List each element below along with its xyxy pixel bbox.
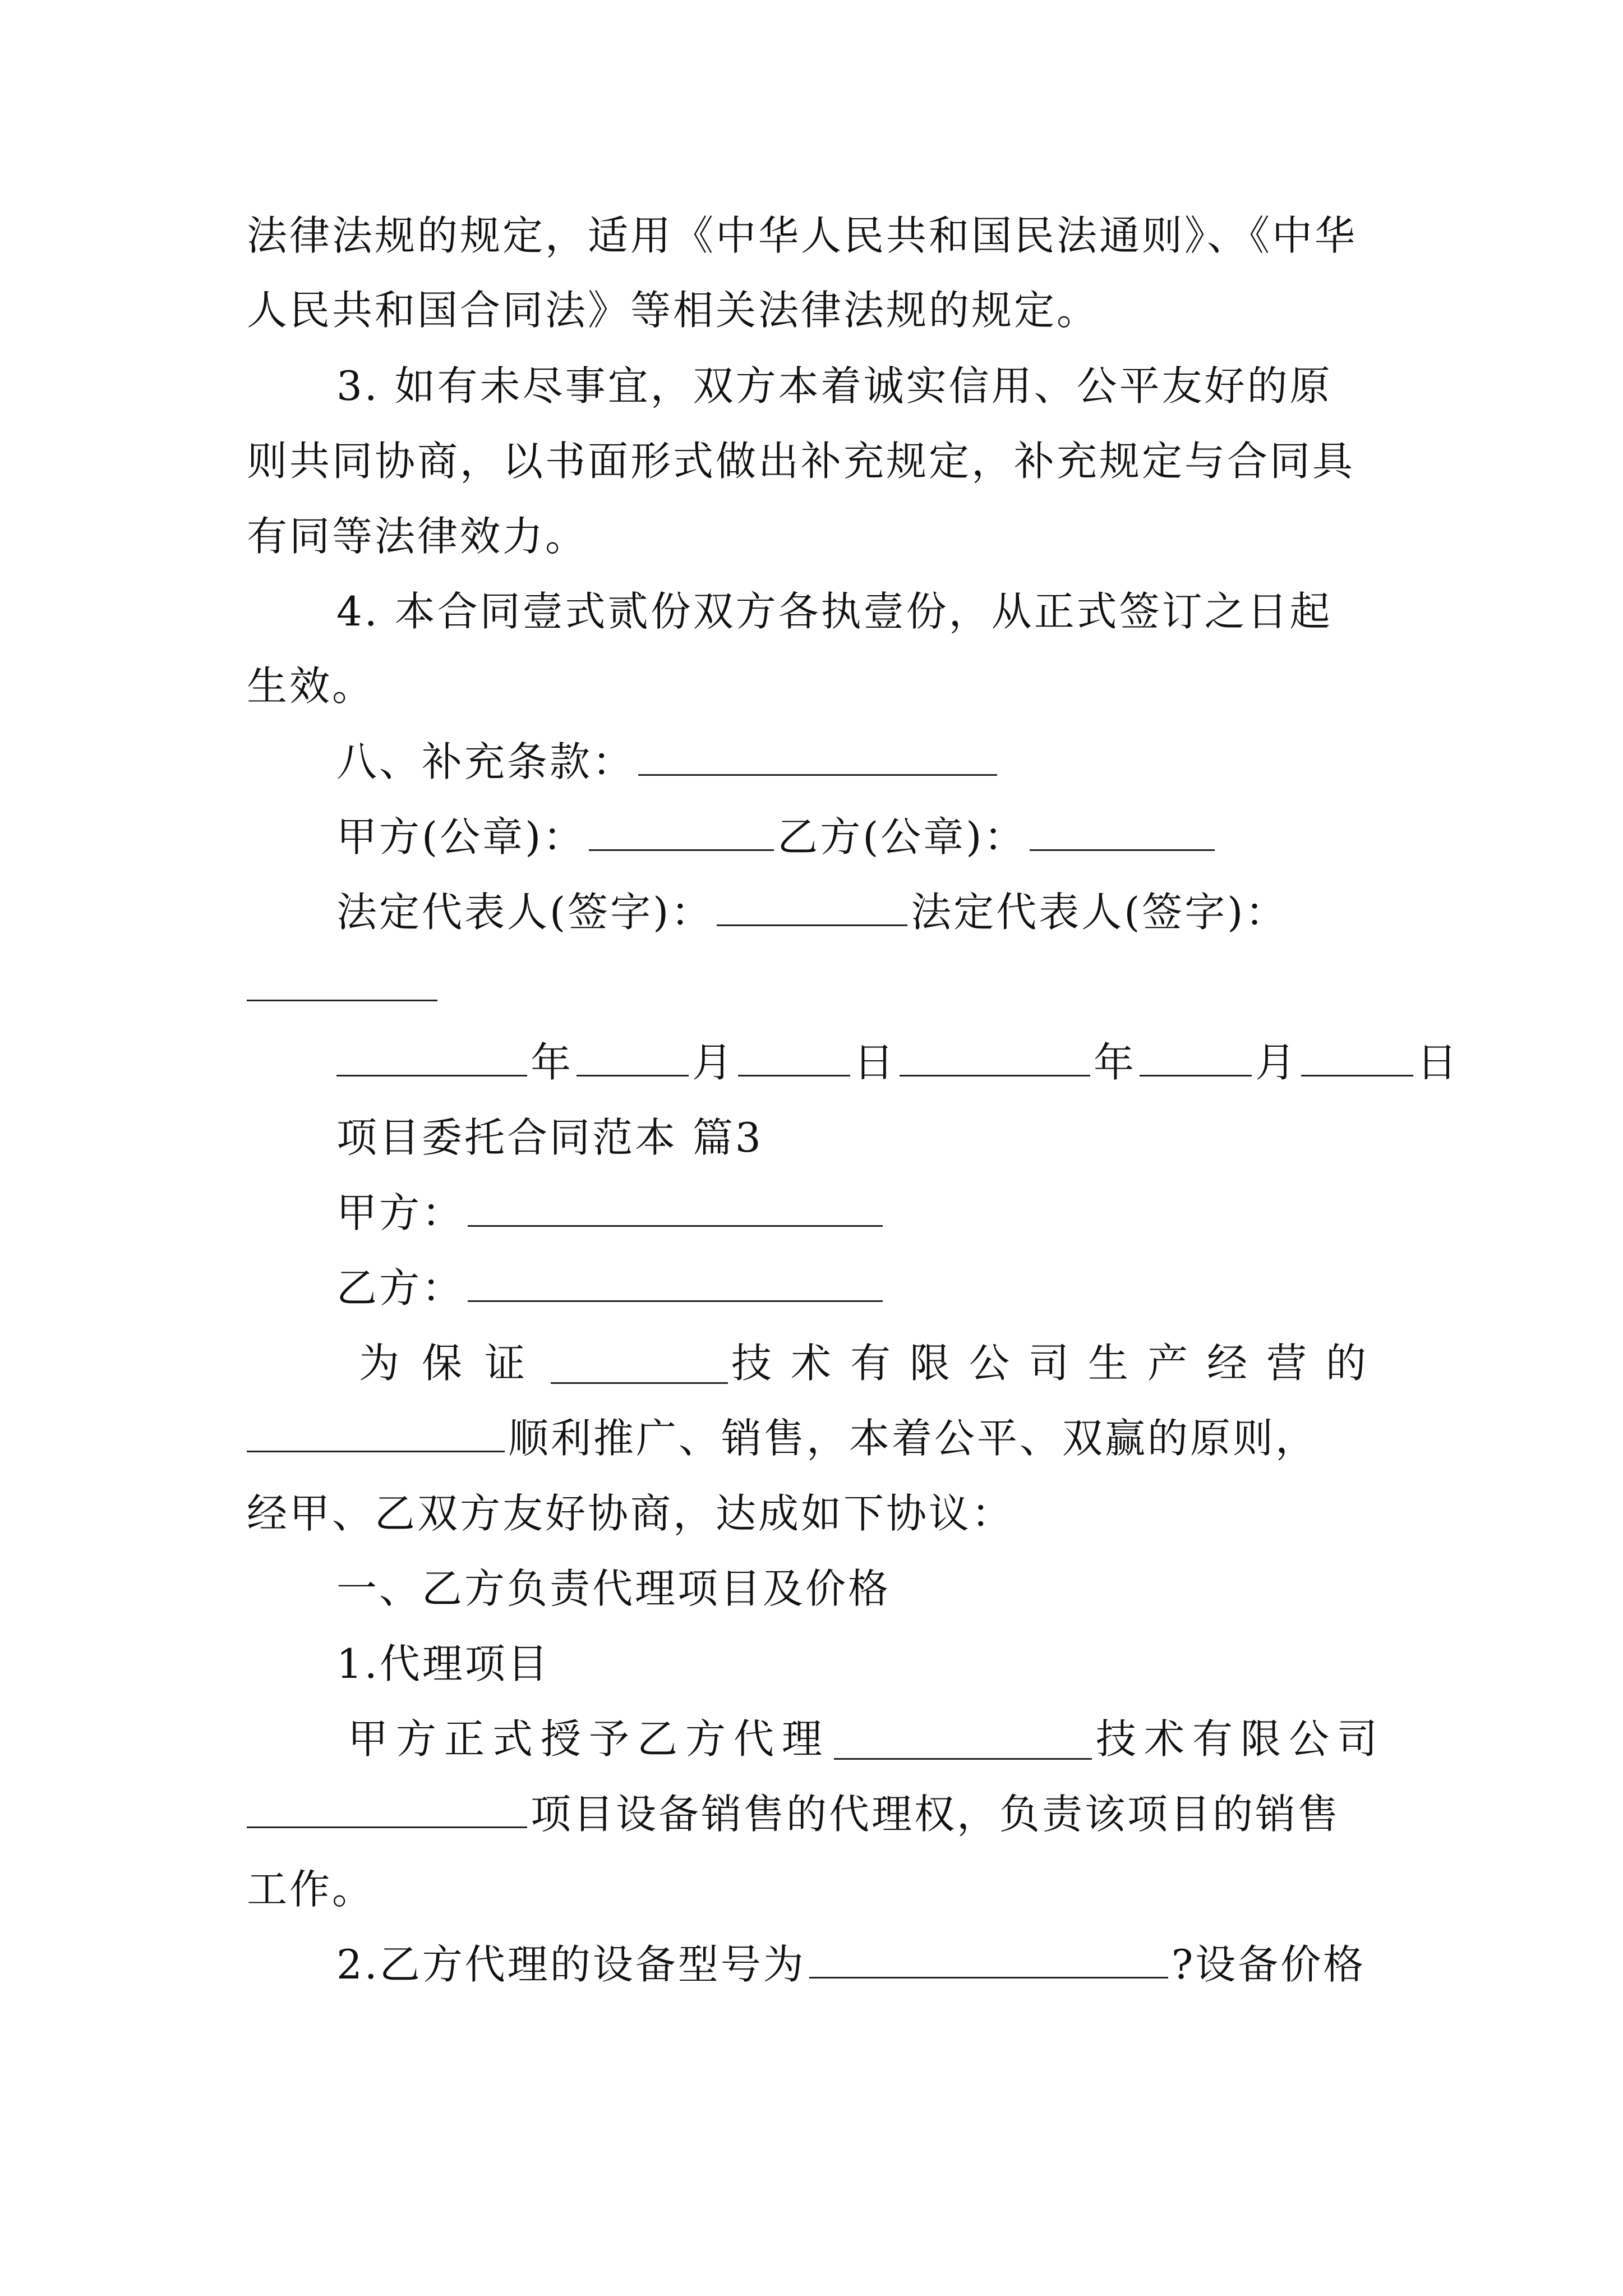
party-a-line (336, 1179, 1385, 1246)
party-a-label: 甲方： (336, 1189, 465, 1236)
date-month-label: 月 (692, 1039, 735, 1086)
date-month-label: 月 (1255, 1039, 1298, 1086)
agency-text-c: 项目设备销售的代理权，负责该项目的销售 (531, 1791, 1341, 1838)
text-line: 则共同协商，以书面形式做出补充规定，补充规定与合同具 (247, 438, 1355, 485)
purpose-text-c: 顺利推广、销售，本着公平、双赢的原则， (508, 1415, 1318, 1462)
supplementary-terms-blank (638, 735, 997, 776)
text-line: 3. 如有未尽事宜，双方本着诚实信用、公平友好的原 (336, 362, 1332, 409)
date-day-blank (738, 1036, 850, 1076)
agency-line (348, 1705, 1385, 1773)
agency-text-b: 技术有限公司 (1095, 1715, 1385, 1763)
date-year-blank (336, 1036, 527, 1076)
party-b-representative-blank (247, 960, 437, 1001)
date-year-label: 年 (531, 1039, 574, 1086)
party-b-line (336, 1254, 1385, 1322)
date-month-blank (577, 1036, 689, 1076)
text-line: 4. 本合同壹式贰份双方各执壹份，从正式签订之日起 (336, 588, 1332, 635)
date-line (336, 1029, 1460, 1096)
text-line: 有同等法律效力。 (247, 513, 588, 560)
model-blank (809, 1938, 1168, 1978)
purpose-line-2 (247, 1405, 1385, 1472)
clause-subheading: 1.代理项目 (336, 1640, 550, 1687)
party-a-representative-blank (717, 885, 907, 926)
text-line: 生效。 (247, 662, 375, 710)
supplementary-terms-label: 八、补充条款： (336, 738, 635, 785)
party-b-seal-label: 乙方(公章)： (777, 813, 1027, 861)
party-b-label: 乙方： (336, 1264, 465, 1312)
text-line: 工作。 (247, 1866, 375, 1913)
date-year-blank (900, 1036, 1090, 1076)
text-line: 人民共和国合同法》等相关法律法规的规定。 (247, 287, 1100, 334)
agency-company-blank (834, 1719, 1092, 1760)
date-day-label: 日 (1417, 1039, 1460, 1086)
agency-project-blank (247, 1787, 527, 1828)
model-text-b: ?设备价格 (1171, 1941, 1366, 1988)
product-blank (247, 1411, 505, 1452)
purpose-line (359, 1329, 1385, 1397)
party-a-representative-label: 法定代表人(签字)： (336, 889, 714, 936)
party-b-blank (468, 1261, 883, 1302)
date-day-blank (1301, 1036, 1413, 1076)
agency-line-2 (247, 1780, 1385, 1848)
seal-line (336, 803, 1385, 871)
date-year-label: 年 (1094, 1039, 1137, 1086)
section-title: 项目委托合同范本 篇3 (336, 1114, 763, 1161)
purpose-text-a: 为保证 (359, 1340, 548, 1387)
text-line: 法律法规的规定，适用《中华人民共和国民法通则》、《中华 (247, 212, 1358, 259)
date-month-blank (1140, 1036, 1252, 1076)
party-a-seal-label: 甲方(公章)： (336, 813, 586, 861)
party-b-representative-label: 法定代表人(签字)： (911, 889, 1288, 936)
model-text-a: 2.乙方代理的设备型号为 (336, 1941, 806, 1988)
representative-line (336, 878, 1385, 946)
model-line (336, 1931, 1385, 1998)
clause-heading: 一、乙方负责代理项目及价格 (336, 1565, 891, 1612)
purpose-text-b: 技术有限公司生产经营的 (731, 1340, 1385, 1387)
date-day-label: 日 (854, 1039, 897, 1086)
agency-text-a: 甲方正式授予乙方代理 (348, 1715, 831, 1763)
party-a-seal-blank (589, 810, 774, 851)
supplementary-terms-line (336, 728, 1385, 795)
representative-blank-line (247, 954, 1385, 1021)
company-blank (551, 1343, 728, 1384)
party-b-seal-blank (1030, 810, 1215, 851)
party-a-blank (468, 1186, 883, 1227)
text-line: 经甲、乙双方友好协商，达成如下协议： (247, 1490, 1015, 1537)
